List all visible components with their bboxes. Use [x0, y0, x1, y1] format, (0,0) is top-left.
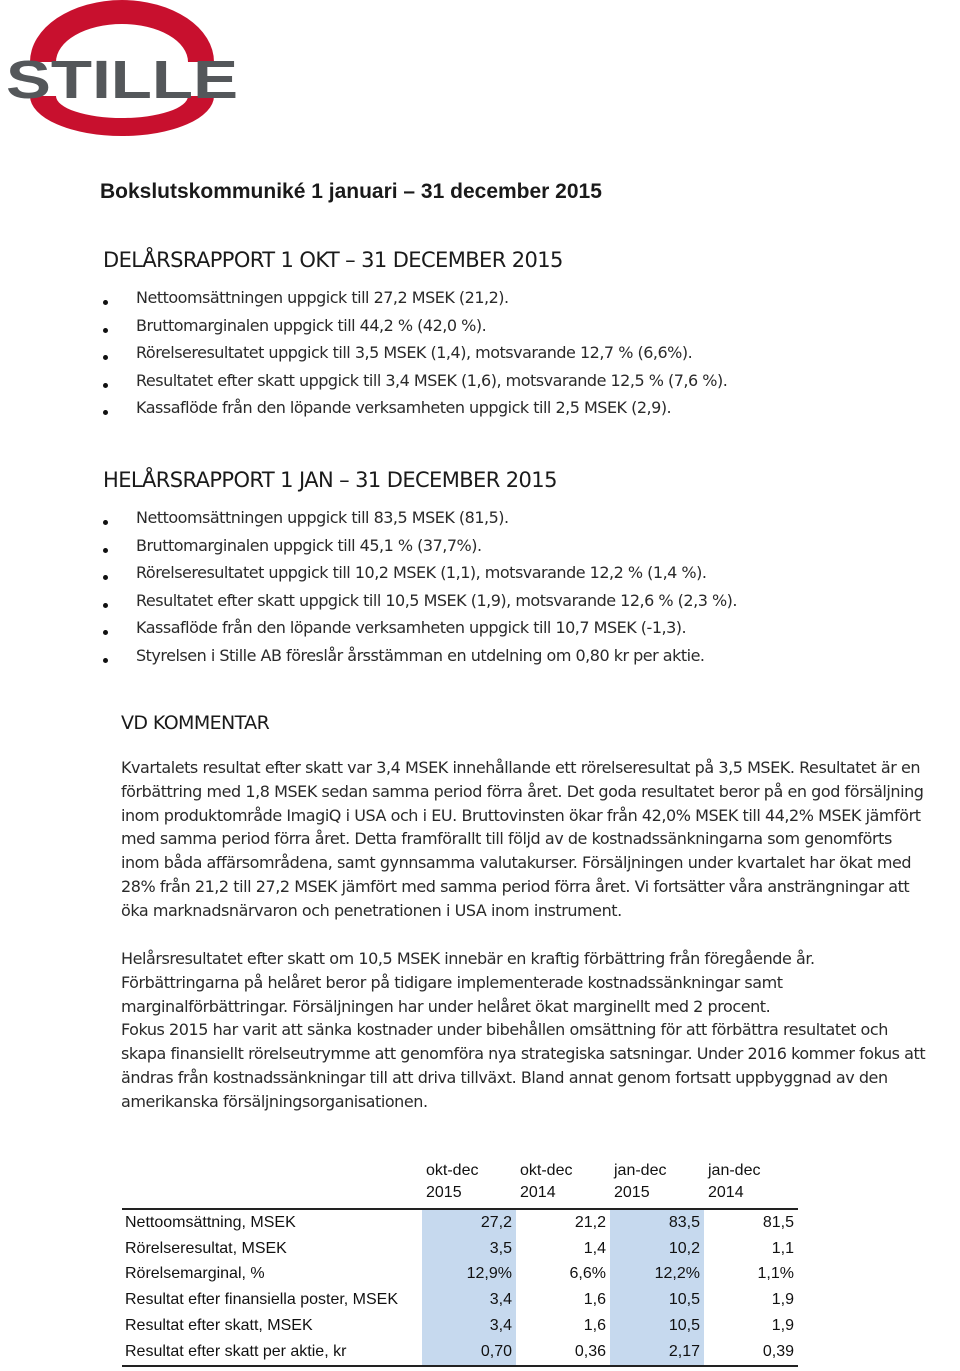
- cell-value: 12,2%: [610, 1262, 704, 1288]
- paragraph-line: med samma period förra året. Detta framförallt till följd av de kostnadssänkningarna som genomförts: [121, 829, 892, 849]
- column-header: okt-dec 2014: [520, 1162, 573, 1201]
- paragraph-line: ändras från kostnadssänkningar till att driva tillväxt. Bland annat genom fortsatt uppbyggnad av den: [121, 1067, 888, 1087]
- fy-bullet-list: [103, 508, 737, 673]
- column-header: okt-dec 2015: [426, 1162, 479, 1201]
- table-row: [122, 1287, 798, 1313]
- row-label: Rörelseresultat, MSEK: [125, 1239, 287, 1257]
- row-label: Rörelsemarginal, %: [125, 1265, 265, 1283]
- fy-heading: HELÅRSRAPPORT 1 JAN – 31 DECEMBER 2015: [103, 468, 557, 492]
- fy-bullet: Resultatet efter skatt uppgick till 10,5 MSEK (1,9), motsvarande 12,6 % (2,3 %).: [103, 591, 737, 619]
- fy-bullet: Bruttomarginalen uppgick till 45,1 % (37,7%).: [103, 536, 737, 564]
- column-header: jan-dec 2014: [708, 1162, 761, 1201]
- paragraph-line: Helårsresultatet efter skatt om 10,5 MSEK innebär en kraftig förbättring från föregående år.: [121, 949, 815, 968]
- row-label: Resultat efter finansiella poster, MSEK: [125, 1291, 399, 1309]
- cell-value: 1,4: [583, 1239, 606, 1257]
- table-header-blank: [122, 1160, 422, 1209]
- paragraph-line: marginalförbättringar. Försäljningen har under helåret ökat marginellt med 2 procent.: [121, 996, 771, 1016]
- cell-value: 1,6: [583, 1317, 606, 1335]
- vd-paragraph-1: [121, 756, 959, 923]
- q4-bullet: Nettoomsättningen uppgick till 27,2 MSEK (21,2).: [103, 288, 727, 316]
- cell-value: 1,1%: [757, 1265, 794, 1283]
- table-row: [122, 1262, 798, 1288]
- paragraph-line: Förbättringarna på helåret beror på tidigare implementerade kostnadssänkningar samt: [121, 972, 783, 992]
- row-label: Resultat efter skatt per aktie, kr: [122, 1339, 422, 1366]
- table-row: [122, 1313, 798, 1339]
- cell-value: 12,9%: [422, 1262, 516, 1288]
- paragraph-line: Kvartalets resultat efter skatt var 3,4 MSEK innehållande ett rörelseresultat på 3,5 MSEK. Resultatet är en: [121, 758, 921, 777]
- cell-value: 81,5: [704, 1209, 798, 1236]
- paragraph-line: amerikanska försäljningsorganisationen.: [121, 1091, 428, 1111]
- key-figures-table: [122, 1160, 798, 1367]
- table-header-row: [122, 1160, 798, 1209]
- cell-value: 1,9: [771, 1291, 794, 1309]
- paragraph-line: inom produktområde ImagiQ i USA och i EU. Bruttovinsten ökar från 42,0% MSEK till 44,2% MSEK jämfört: [121, 805, 921, 825]
- cell-value: 1,9: [771, 1317, 794, 1335]
- q4-bullet: Rörelseresultatet uppgick till 3,5 MSEK (1,4), motsvarande 12,7 % (6,6%).: [103, 343, 727, 371]
- q4-bullet: Resultatet efter skatt uppgick till 3,4 MSEK (1,6), motsvarande 12,5 % (7,6 %).: [103, 371, 727, 399]
- fy-bullet: Rörelseresultatet uppgick till 10,2 MSEK (1,1), motsvarande 12,2 % (1,4 %).: [103, 563, 737, 591]
- table-row: [122, 1209, 798, 1236]
- paragraph-line: 28% från 21,2 till 27,2 MSEK jämfört med samma period förra året. Vi fortsätter våra ansträngningar att: [121, 876, 910, 896]
- fy-bullet: Styrelsen i Stille AB föreslår årsstämman en utdelning om 0,80 kr per aktie.: [103, 646, 737, 674]
- stille-logo: [0, 0, 245, 142]
- row-label: Nettoomsättning, MSEK: [122, 1209, 422, 1236]
- cell-value: 83,5: [610, 1209, 704, 1236]
- logo-text: STILLE: [6, 50, 238, 110]
- cell-value: 21,2: [516, 1209, 610, 1236]
- vd-paragraph-2: [121, 947, 959, 1114]
- vd-heading: VD KOMMENTAR: [121, 712, 270, 734]
- q4-bullet: Kassaflöde från den löpande verksamheten uppgick till 2,5 MSEK (2,9).: [103, 398, 727, 426]
- cell-value: 10,2: [610, 1236, 704, 1262]
- q4-bullet: Bruttomarginalen uppgick till 44,2 % (42,0 %).: [103, 316, 727, 344]
- paragraph-line: förbättring med 1,8 MSEK sedan samma period förra året. Det goda resultatet beror på en god försäljning: [121, 781, 924, 801]
- cell-value: 1,6: [583, 1291, 606, 1309]
- cell-value: 3,5: [422, 1236, 516, 1262]
- table-row: [122, 1236, 798, 1262]
- paragraph-line: inom båda affärsområdena, samt gynnsamma valutakurser. Försäljningen under kvartalet har ökat med: [121, 853, 912, 873]
- table-row: [122, 1339, 798, 1366]
- report-title: Bokslutskommuniké 1 januari – 31 december 2015: [100, 180, 602, 203]
- cell-value: 10,5: [610, 1313, 704, 1339]
- cell-value: 0,36: [516, 1339, 610, 1366]
- cell-value: 0,70: [422, 1339, 516, 1366]
- q4-heading: DELÅRSRAPPORT 1 OKT – 31 DECEMBER 2015: [103, 248, 563, 272]
- cell-value: 6,6%: [569, 1265, 606, 1283]
- cell-value: 0,39: [704, 1339, 798, 1366]
- fy-bullet: Nettoomsättningen uppgick till 83,5 MSEK (81,5).: [103, 508, 737, 536]
- fy-bullet: Kassaflöde från den löpande verksamheten uppgick till 10,7 MSEK (-1,3).: [103, 618, 737, 646]
- row-label: Resultat efter skatt, MSEK: [125, 1317, 313, 1335]
- q4-bullet-list: [103, 288, 727, 426]
- paragraph-line: Fokus 2015 har varit att sänka kostnader under bibehållen omsättning för att förbättra resultatet och: [121, 1020, 888, 1040]
- paragraph-line: skapa finansiellt rörelseutrymme att genomföra nya strategiska satsningar. Under 2016 kommer fokus att: [121, 1044, 926, 1064]
- cell-value: 3,4: [422, 1313, 516, 1339]
- cell-value: 27,2: [422, 1209, 516, 1236]
- cell-value: 2,17: [610, 1339, 704, 1366]
- cell-value: 1,1: [771, 1239, 794, 1257]
- cell-value: 3,4: [422, 1287, 516, 1313]
- paragraph-line: öka marknadsnärvaron och penetrationen i USA inom instrument.: [121, 900, 622, 920]
- column-header: jan-dec 2015: [614, 1162, 667, 1201]
- cell-value: 10,5: [610, 1287, 704, 1313]
